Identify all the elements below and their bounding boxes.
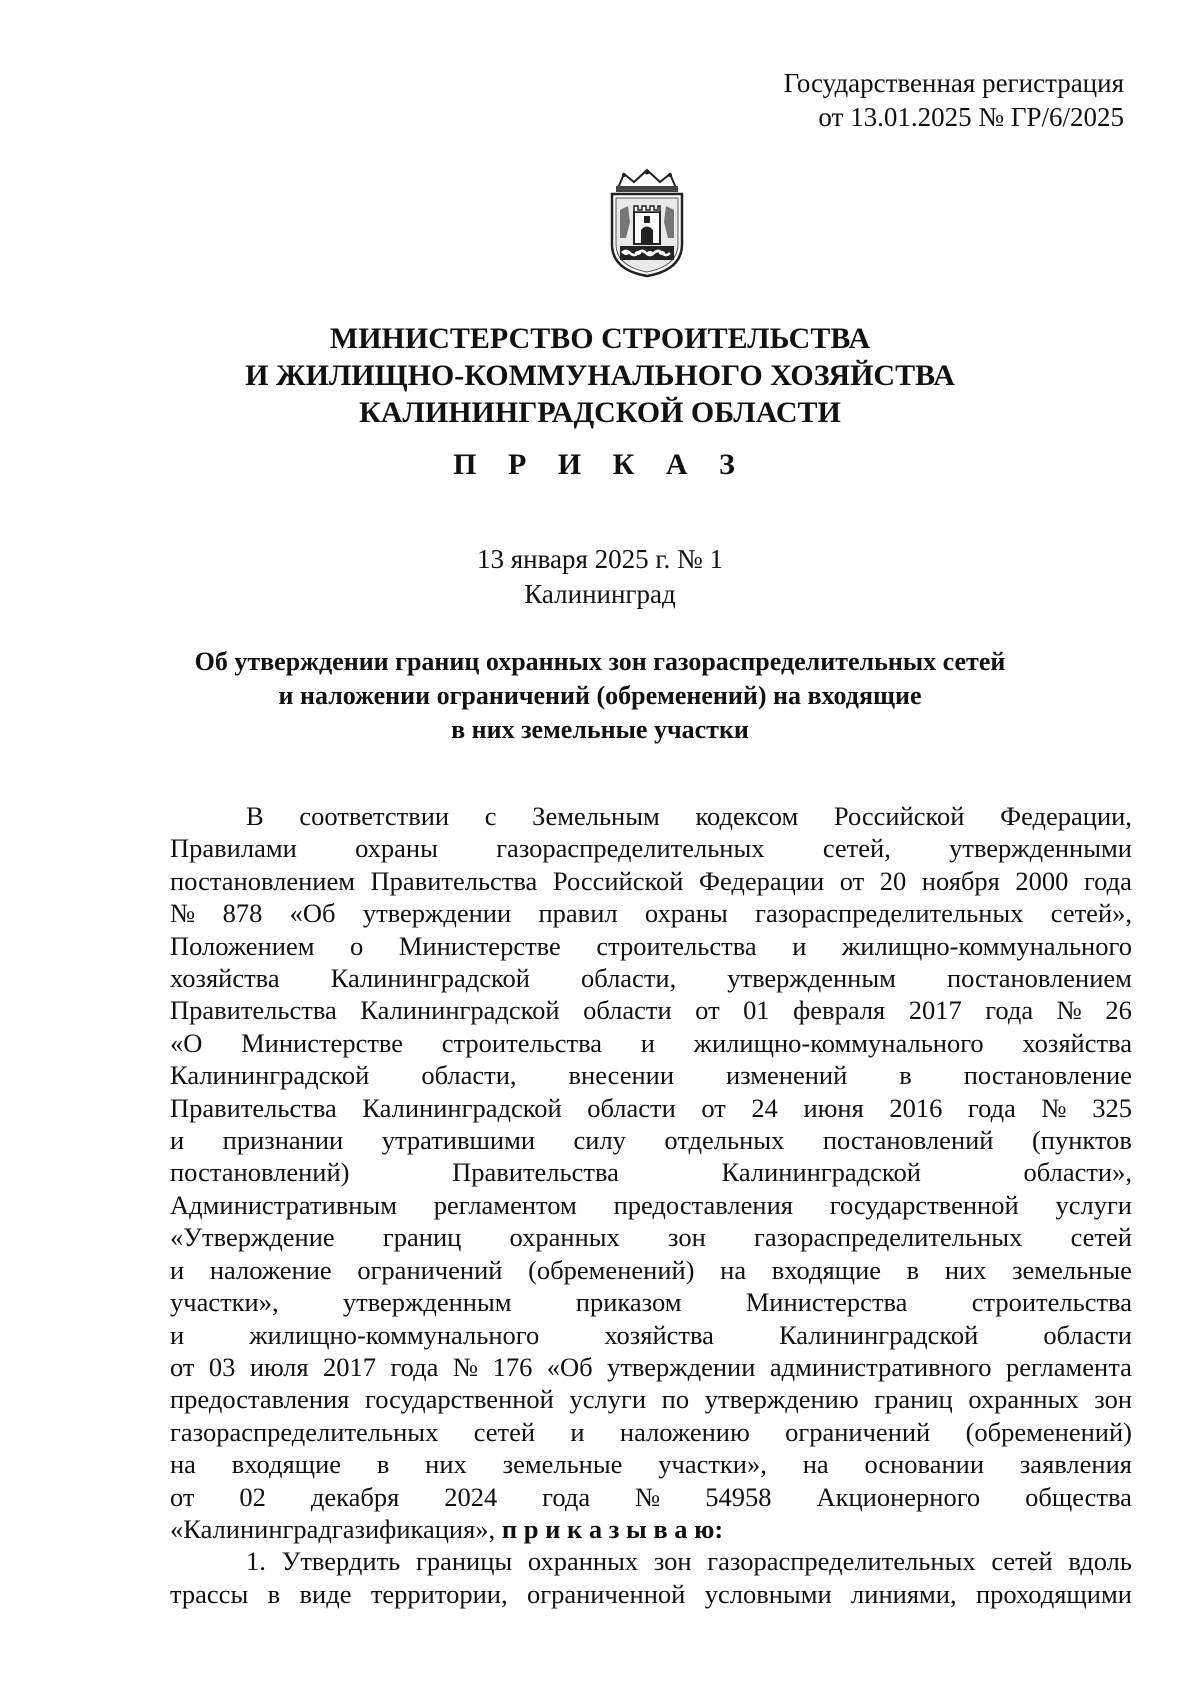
body-word: в — [267, 1578, 281, 1609]
body-word: области», — [1023, 1157, 1132, 1188]
body-word: границ — [874, 1384, 953, 1415]
order-heading: П Р И К А З — [453, 448, 747, 481]
registration-stamp — [784, 66, 1124, 134]
body-word: Правилами — [170, 833, 297, 864]
body-word: Министерстве — [241, 1027, 404, 1058]
body-word: ограничений — [357, 1254, 503, 1285]
body-line — [170, 1221, 1132, 1253]
body-word: с — [484, 801, 497, 831]
body-word: и — [640, 1027, 655, 1058]
body-word: Российской — [552, 865, 684, 896]
body-word: внесении — [568, 1060, 675, 1091]
body-word: области — [587, 1092, 676, 1123]
body-word: общества — [1025, 1481, 1132, 1512]
body-word: Положением — [170, 930, 315, 961]
body-word: В — [246, 801, 264, 831]
body-word: Правительства — [370, 865, 538, 896]
body-word: июля — [249, 1351, 309, 1382]
body-word: ограниченной — [526, 1578, 686, 1609]
body-word: изменений — [726, 1060, 848, 1091]
body-word: № — [452, 1351, 479, 1382]
body-word: Правительства — [452, 1157, 619, 1188]
subject-line-3: в них земельные участки — [451, 715, 749, 744]
body-word: и — [570, 1416, 585, 1447]
body-word: утвержденным — [727, 963, 896, 994]
body-word: «Об — [289, 898, 336, 929]
body-word: предоставления — [613, 1189, 793, 1220]
body-word: условными — [704, 1578, 832, 1609]
body-line — [170, 1286, 1132, 1318]
body-word: трассы — [170, 1578, 249, 1609]
ministry-title — [0, 320, 1200, 431]
body-word: вдоль — [1068, 1546, 1132, 1577]
body-word: и — [792, 930, 807, 961]
body-word: постановление — [963, 1060, 1132, 1091]
body-line — [170, 1416, 1132, 1448]
body-word: 54958 — [705, 1481, 772, 1512]
body-line — [170, 1156, 1132, 1188]
body-word: наложение — [209, 1254, 332, 1285]
body-word: 2024 — [444, 1481, 498, 1512]
body-word: государственной — [829, 1189, 1019, 1220]
body-word: от — [170, 1351, 195, 1382]
ministry-line-3: КАЛИНИНГРАДСКОЙ ОБЛАСТИ — [359, 396, 841, 429]
body-word: предоставления — [170, 1384, 350, 1415]
body-line — [170, 1448, 1132, 1480]
body-word: утверждению — [704, 1384, 859, 1415]
body-line — [170, 1319, 1132, 1351]
body-word: Федерации, — [1000, 801, 1132, 831]
order-date-number: 13 января 2025 г. № 1 — [477, 544, 723, 574]
body-word: № — [1041, 1092, 1067, 1123]
body-word: проходящими — [975, 1578, 1132, 1609]
body-word: 01 — [743, 995, 770, 1026]
body-word: на — [720, 1254, 747, 1285]
body-word: № — [635, 1481, 661, 1512]
body-word: и — [170, 1125, 185, 1156]
body-word: года — [985, 995, 1034, 1026]
body-word: и — [170, 1319, 185, 1350]
body-word: них — [944, 1254, 987, 1285]
body-word: № — [170, 898, 196, 929]
date-block — [0, 542, 1200, 612]
body-word: входящие — [771, 1254, 882, 1285]
body-word: постановлений — [822, 1125, 994, 1156]
body-word: в — [906, 1254, 920, 1285]
body-word: утратившими — [381, 1125, 536, 1156]
body-word: 1. — [246, 1546, 266, 1577]
body-word: 2000 — [1015, 865, 1069, 896]
body-word: утвержденным — [342, 1287, 512, 1318]
body-word: жилищно-коммунального — [693, 1027, 984, 1058]
body-word: июня — [803, 1092, 864, 1123]
body-word: сетей», — [1050, 898, 1132, 929]
body-word: (обременений) — [965, 1416, 1132, 1447]
body-word: по — [661, 1384, 690, 1415]
body-word: регламента — [1006, 1351, 1132, 1382]
body-word: строительства — [971, 1287, 1132, 1318]
body-line — [170, 994, 1132, 1026]
body-word: от — [839, 865, 865, 896]
body-word: (обременений) — [528, 1254, 695, 1285]
body-word: хозяйства — [1022, 1027, 1132, 1058]
body-word: Правительства — [170, 1092, 337, 1123]
body-word: постановлением — [170, 865, 355, 896]
body-word: границ — [382, 1222, 462, 1253]
body-word: 26 — [1105, 995, 1132, 1026]
body-word: линиями, — [851, 1578, 957, 1609]
body-word: года — [967, 1092, 1016, 1123]
body-word: услуги — [1055, 1189, 1132, 1220]
body-word: земельные — [1012, 1254, 1132, 1285]
body-word: Калининградской — [778, 1319, 979, 1350]
body-word: Калининградской — [330, 963, 530, 994]
body-word: Министерства — [745, 1287, 908, 1318]
body-word: газораспределительных — [754, 1222, 1023, 1253]
body-word: Правительства — [170, 995, 337, 1026]
body-word: Калининградской — [362, 1092, 562, 1123]
body-word: сетей — [991, 1546, 1053, 1577]
body-word: Федерации — [699, 865, 825, 896]
body-word: силу — [573, 1125, 626, 1156]
body-word: в — [899, 1060, 912, 1091]
body-line — [170, 1254, 1132, 1286]
body-word: правил — [538, 898, 618, 929]
body-word: приказом — [575, 1287, 682, 1318]
body-word: года — [390, 1351, 439, 1382]
body-word: хозяйства — [604, 1319, 714, 1350]
body-word: административного — [769, 1351, 992, 1382]
body-word: области, — [581, 963, 677, 994]
body-word: хозяйства — [170, 963, 280, 994]
subject-line-2: и наложении ограничений (обременений) на входящие — [278, 681, 922, 710]
body-word: и — [170, 1254, 185, 1285]
body-word: газораспределительных — [755, 898, 1024, 929]
body-word: о — [350, 930, 364, 961]
body-word: газораспределительных — [496, 833, 765, 864]
body-word: зон — [1094, 1384, 1132, 1415]
body-word: входящие — [231, 1449, 342, 1480]
body-word: газораспределительных — [170, 1416, 439, 1447]
body-word: в — [376, 1449, 390, 1480]
body-line — [170, 1481, 1132, 1513]
body-word: 2016 — [889, 1092, 943, 1123]
body-word: основании — [864, 1449, 985, 1480]
body-word: регламентом — [433, 1189, 577, 1220]
body-word: сетей — [473, 1416, 536, 1447]
body-word: границы — [415, 1546, 513, 1577]
body-word: области — [1043, 1319, 1132, 1350]
body-line — [170, 1124, 1132, 1156]
subject-line-1: Об утверждении границ охранных зон газораспределительных сетей — [194, 647, 1006, 676]
body-word: Российской — [833, 801, 965, 831]
body-word: 2017 — [908, 995, 962, 1026]
body-word: земельные — [502, 1449, 623, 1480]
body-word: № — [1056, 995, 1082, 1026]
body-word: области — [583, 995, 672, 1026]
coat-of-arms-icon — [604, 166, 690, 278]
body-word: охранных — [968, 1384, 1079, 1415]
body-word: «Утверждение — [170, 1222, 335, 1253]
body-word: них — [425, 1449, 467, 1480]
body-word: утверждении — [362, 898, 512, 929]
body-word: от — [701, 1092, 726, 1123]
body-word: территории, — [370, 1578, 508, 1609]
body-word: сетей — [1070, 1222, 1132, 1253]
body-word: Калининградской — [360, 995, 560, 1026]
body-word: охранных — [509, 1222, 620, 1253]
body-word: газораспределительных — [707, 1546, 976, 1577]
body-word: от — [695, 995, 720, 1026]
body-line — [170, 1092, 1132, 1124]
body-word: сетей, — [822, 833, 891, 864]
body-word: Утвердить — [281, 1546, 401, 1577]
body-word: кодексом — [695, 801, 799, 831]
body-word: постановлений) — [170, 1157, 350, 1188]
body-line — [170, 962, 1132, 994]
body-word: заявления — [1019, 1449, 1132, 1480]
body-word: строительства — [596, 930, 757, 961]
body-word: утвержденными — [949, 833, 1132, 864]
registration-line-2: от 13.01.2025 № ГР/6/2025 — [818, 102, 1124, 132]
body-word: государственной — [365, 1384, 554, 1415]
body-word: на — [802, 1449, 829, 1480]
body-word: охранных — [527, 1546, 639, 1577]
body-word: области, — [421, 1060, 517, 1091]
order-subject — [0, 645, 1200, 747]
body-word: февраля — [793, 995, 886, 1026]
body-line — [170, 1545, 1132, 1577]
body-word: Акционерного — [816, 1481, 981, 1512]
body-word: постановлением — [946, 963, 1132, 994]
body-word: признании — [222, 1125, 344, 1156]
body-word: виде — [299, 1578, 352, 1609]
command-prefix: «Калининградгазификация», — [170, 1513, 502, 1544]
body-word: жилищно-коммунального — [841, 930, 1132, 961]
body-word: услуги — [569, 1384, 647, 1415]
body-word: ноября — [921, 865, 1000, 896]
body-line — [170, 897, 1132, 929]
command-word: п р и к а з ы в а ю: — [501, 1513, 724, 1544]
body-line — [170, 1027, 1132, 1059]
body-word: от — [170, 1481, 195, 1512]
body-line — [170, 865, 1132, 897]
body-word: 03 — [208, 1351, 236, 1382]
body-line — [170, 1189, 1132, 1221]
body-line — [170, 1059, 1132, 1091]
ministry-line-1: МИНИСТЕРСТВО СТРОИТЕЛЬСТВА — [329, 322, 871, 355]
body-word: декабря — [310, 1481, 400, 1512]
body-word: зон — [668, 1222, 706, 1253]
body-word: Калининградской — [170, 1060, 370, 1091]
body-word: утверждении — [607, 1351, 756, 1382]
body-word: жилищно-коммунального — [249, 1319, 540, 1350]
body-word: участки», — [170, 1287, 279, 1318]
body-word: ограничений — [785, 1416, 931, 1447]
body-word: года — [542, 1481, 591, 1512]
body-word: на — [170, 1449, 196, 1480]
body-word: охраны — [355, 833, 438, 864]
body-word: (пунктов — [1031, 1125, 1132, 1156]
body-line — [170, 1578, 1132, 1610]
body-word: 24 — [751, 1092, 778, 1123]
body-word: Административным — [170, 1189, 397, 1220]
registration-line-1: Государственная регистрация — [783, 68, 1124, 98]
body-word: Министерстве — [398, 930, 561, 961]
body-word: отдельных — [664, 1125, 785, 1156]
body-line — [170, 1383, 1132, 1415]
body-word: 02 — [239, 1481, 266, 1512]
ministry-line-2: И ЖИЛИЩНО-КОММУНАЛЬНОГО ХОЗЯЙСТВА — [245, 359, 955, 392]
body-word: «Об — [546, 1351, 593, 1382]
order-city: Калининград — [524, 579, 676, 609]
body-word: Земельным — [532, 801, 660, 831]
body-word: 878 — [222, 898, 263, 929]
body-word: зон — [653, 1546, 692, 1577]
body-word: года — [1083, 865, 1132, 896]
body-word: соответствии — [299, 801, 450, 831]
body-word: строительства — [441, 1027, 603, 1058]
body-word: охраны — [644, 898, 728, 929]
body-word: 20 — [879, 865, 907, 896]
body-word: наложению — [619, 1416, 750, 1447]
body-word: 2017 — [323, 1351, 377, 1382]
body-word: Калининградской — [721, 1157, 921, 1188]
order-body — [170, 800, 1132, 1610]
body-word: 176 — [492, 1351, 533, 1382]
body-line — [170, 832, 1132, 864]
body-line-command — [170, 1513, 1132, 1545]
body-word: 325 — [1092, 1092, 1132, 1123]
body-line — [170, 930, 1132, 962]
body-line — [170, 800, 1132, 832]
body-word: «О — [170, 1027, 203, 1058]
body-word: участки», — [658, 1449, 767, 1480]
body-line — [170, 1351, 1132, 1383]
